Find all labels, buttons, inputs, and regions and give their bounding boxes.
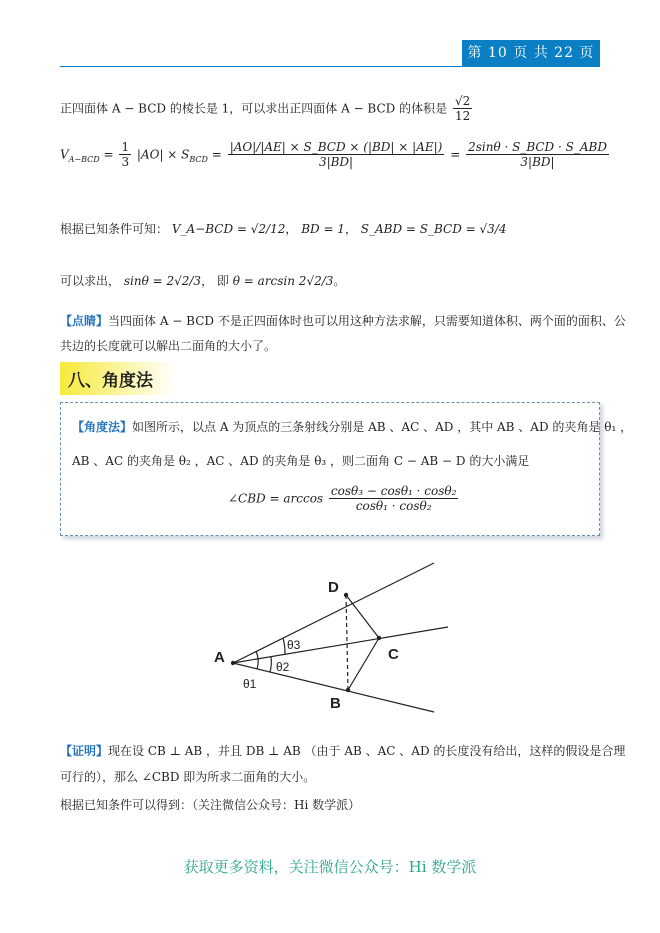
label-theta2: θ2 [276, 660, 290, 674]
formula-fraction [329, 484, 459, 514]
note-line-2 [60, 337, 276, 354]
page-number-badge: 第 10 页 共 22 页 [462, 40, 600, 66]
edge-dc [346, 595, 379, 638]
fraction-denominator: 3|BD| [318, 155, 354, 170]
paragraph-text: 可以求出， [60, 274, 121, 288]
label-theta3: θ3 [287, 638, 301, 652]
paragraph-result: 可以求出， sinθ = 2√2/3， 即 θ = arcsin 2√2/3。 [60, 274, 346, 288]
section-title: 八、角度法 [60, 362, 176, 395]
period: 。 [333, 274, 346, 288]
ray-ab [233, 663, 434, 712]
right-fraction [466, 140, 609, 170]
proof-line-2 [60, 768, 315, 785]
box-text: AB 、AC 的夹角是 θ₂ ，AC 、AD 的夹角是 θ₃ ，则二面角 C − AB − D 的大小满足 [72, 454, 530, 468]
label-c: C [388, 646, 399, 663]
header-rule [60, 66, 600, 67]
edge-cb [348, 638, 379, 690]
equals-sign: = [103, 147, 114, 162]
note-line-1 [60, 312, 626, 329]
proof-text: 现在设 CB ⊥ AB ，并且 DB ⊥ AB （由于 AB 、AC 、AD 的长度没有给出，这样的假设是合理 [108, 744, 626, 758]
label-b: B [330, 695, 341, 712]
expr-bd: BD = 1 [301, 222, 345, 236]
fraction-numerator: 1 [121, 140, 130, 154]
middle-fraction [228, 140, 445, 170]
label-a: A [214, 649, 225, 666]
expr-volume: V_A−BCD = √2/12 [171, 222, 286, 236]
ray-ac [233, 627, 448, 663]
note-tag: 【点睛】 [60, 314, 109, 328]
box-text: 如图所示，以点 A 为顶点的三条射线分别是 AB 、AC 、AD ，其中 AB 、AD 的夹角是 θ₁ ， [132, 420, 633, 434]
fraction-numerator: 2sinθ · S_BCD · S_ABD [468, 140, 607, 154]
fraction-numerator: √2 [454, 94, 471, 108]
arc-theta3 [283, 638, 285, 655]
paragraph-text: 正四面体 A − BCD 的棱长是 1，可以求出正四面体 A − BCD 的体积是 [60, 101, 448, 116]
box-line-1 [72, 418, 632, 435]
expr-area: S_ABD = S_BCD = √3/4 [360, 222, 507, 236]
formula-volume: $V_{A-BCD}$ = $\frac{1}{3}$ $|AO| \times S_{BCD}$ = $\frac{\text{|AO|/|AE| × S\_BCD × (|BD| × |AE|)}}{3|BD|}$ = $\frac{\text{2sinθ · S\_BCD · S\_ABD}}{3|BD|}$ [60, 140, 607, 170]
footer-promo: 获取更多资料，关注微信公众号：Hi 数学派 [183, 858, 477, 876]
proof-text: 可行的），那么 ∠CBD 即为所求二面角的大小。 [60, 770, 316, 784]
fraction-denominator: 3|BD| [520, 155, 555, 170]
box-tag: 【角度法】 [72, 420, 133, 434]
note-text: 共边的长度就可以解出二面角的大小了。 [60, 339, 277, 353]
fraction-denominator: 3 [121, 155, 130, 170]
arc-theta1 [256, 651, 258, 669]
point-b [346, 688, 350, 692]
ray-ad [233, 563, 434, 663]
box-formula [228, 484, 460, 514]
note-text: 当四面体 A − BCD 不是正四面体时也可以用这种方法求解，只需要知道体积、两个面的面积、公 [108, 314, 626, 328]
fraction-numerator: cosθ₃ − cosθ₁ · cosθ₂ [330, 484, 457, 498]
point-c [377, 636, 381, 640]
connector-text: 即 [216, 274, 229, 288]
proof-line-1 [60, 742, 625, 759]
fraction-denominator: 12 [454, 109, 471, 124]
arc-theta2 [270, 657, 271, 672]
formula-term-sub: BCD [189, 154, 208, 164]
label-d: D [328, 579, 339, 596]
fraction-denominator: cosθ₁ · cosθ₂ [355, 499, 432, 514]
expr-theta: θ = arcsin 2√2/3 [232, 274, 334, 288]
formula-lhs: ∠CBD = arccos [228, 491, 324, 506]
proof-text: 根据已知条件可以得到：（关注微信公众号：Hi 数学派） [60, 798, 361, 812]
box-line-2 [72, 452, 529, 469]
coefficient-fraction [119, 140, 131, 170]
formula-term: |AO| × S [136, 147, 190, 162]
expr-sin: sinθ = 2√2/3 [123, 274, 202, 288]
paragraph-text: 根据已知条件可知： [60, 222, 169, 236]
fraction [453, 94, 472, 124]
point-a [231, 661, 235, 665]
paragraph-volume [60, 94, 474, 124]
proof-line-3 [60, 796, 360, 813]
proof-tag: 【证明】 [60, 744, 109, 758]
point-d [344, 593, 348, 597]
formula-lhs: V [60, 147, 69, 162]
formula-lhs-sub: A−BCD [68, 154, 100, 164]
fraction-numerator: |AO|/|AE| × S_BCD × (|BD| × |AE|) [229, 140, 443, 154]
label-theta1: θ1 [243, 677, 257, 691]
paragraph-known: 根据已知条件可知： V_A−BCD = √2/12， BD = 1， S_ABD = S_BCD = √3/4 [60, 222, 507, 236]
edge-db [346, 595, 348, 690]
